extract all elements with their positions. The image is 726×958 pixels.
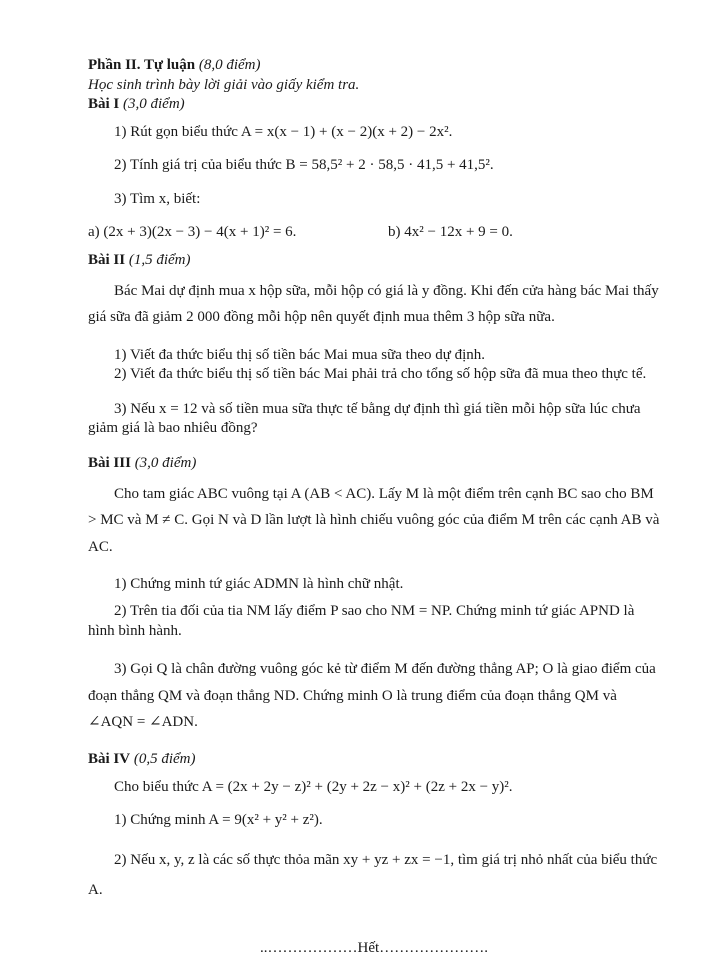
instruction: Học sinh trình bày lời giải vào giấy kiểm tra. xyxy=(88,76,660,96)
bai4-intro: Cho biểu thức A = (2x + 2y − z)² + (2y + 2z − x)² + (2z + 2x − y)². xyxy=(88,778,660,798)
bai4-heading xyxy=(88,750,660,770)
bai2-title: Bài II xyxy=(88,252,125,268)
bai1-points: (3,0 điểm) xyxy=(123,96,185,112)
bai1-q3a: a) (2x + 3)(2x − 3) − 4(x + 1)² = 6. xyxy=(88,223,358,243)
bai3-heading xyxy=(88,454,660,474)
bai1-q3-parts xyxy=(88,223,660,243)
bai4-title: Bài IV xyxy=(88,751,130,767)
bai1-title: Bài I xyxy=(88,96,119,112)
bai1-q3b: b) 4x² − 12x + 9 = 0. xyxy=(358,223,513,243)
part-heading xyxy=(88,56,660,76)
part-points: (8,0 điểm) xyxy=(199,57,261,73)
bai1-heading xyxy=(88,95,660,115)
bai4-q2: 2) Nếu x, y, z là các số thực thỏa mãn xy + yz + zx = −1, tìm giá trị nhỏ nhất của biểu thức A. xyxy=(88,845,660,905)
bai2-q2: 2) Viết đa thức biểu thị số tiền bác Mai phải trả cho tổng số hộp sữa đã mua theo thực tế. xyxy=(88,365,660,385)
bai1-q2: 2) Tính giá trị của biểu thức B = 58,5² + 2 · 58,5 · 41,5 + 41,5². xyxy=(88,156,660,176)
bai3-title: Bài III xyxy=(88,455,131,471)
bai4-points: (0,5 điểm) xyxy=(134,751,196,767)
bai1-q3: 3) Tìm x, biết: xyxy=(88,190,660,210)
bai2-points: (1,5 điểm) xyxy=(129,252,191,268)
bai3-intro: Cho tam giác ABC vuông tại A (AB < AC). Lấy M là một điểm trên cạnh BC sao cho BM > MC và M ≠ C. Gọi N và D lần lượt là hình chiếu vuông góc của điểm M trên các cạnh AB và AC. xyxy=(88,481,660,560)
part-title: Phần II. Tự luận xyxy=(88,57,195,73)
bai3-q2: 2) Trên tia đối của tia NM lấy điểm P sao cho NM = NP. Chứng minh tứ giác APND là hình bình hành. xyxy=(88,602,660,641)
bai2-intro: Bác Mai dự định mua x hộp sữa, mỗi hộp có giá là y đồng. Khi đến cửa hàng bác Mai thấy giá sữa đã giảm 2 000 đồng mỗi hộp nên quyết định mua thêm 3 hộp sữa nữa. xyxy=(88,278,660,331)
bai2-heading xyxy=(88,251,660,271)
bai3-points: (3,0 điểm) xyxy=(135,455,197,471)
bai2-q3: 3) Nếu x = 12 và số tiền mua sữa thực tế bằng dự định thì giá tiền mỗi hộp sữa lúc chưa giảm giá là bao nhiêu đồng? xyxy=(88,400,660,439)
bai1-q1: 1) Rút gọn biểu thức A = x(x − 1) + (x − 2)(x + 2) − 2x². xyxy=(88,123,660,143)
end-marker: ..………………Hết…………………. xyxy=(88,939,660,958)
bai2-q1: 1) Viết đa thức biểu thị số tiền bác Mai mua sữa theo dự định. xyxy=(88,346,660,366)
bai4-q1: 1) Chứng minh A = 9(x² + y² + z²). xyxy=(88,811,660,831)
bai3-q3: 3) Gọi Q là chân đường vuông góc kẻ từ điểm M đến đường thẳng AP; O là giao điểm của đoạn thẳng QM và đoạn thẳng ND. Chứng minh O là trung điểm của đoạn thẳng QM và ∠AQN = ∠ADN. xyxy=(88,656,660,735)
bai3-q1: 1) Chứng minh tứ giác ADMN là hình chữ nhật. xyxy=(88,575,660,595)
